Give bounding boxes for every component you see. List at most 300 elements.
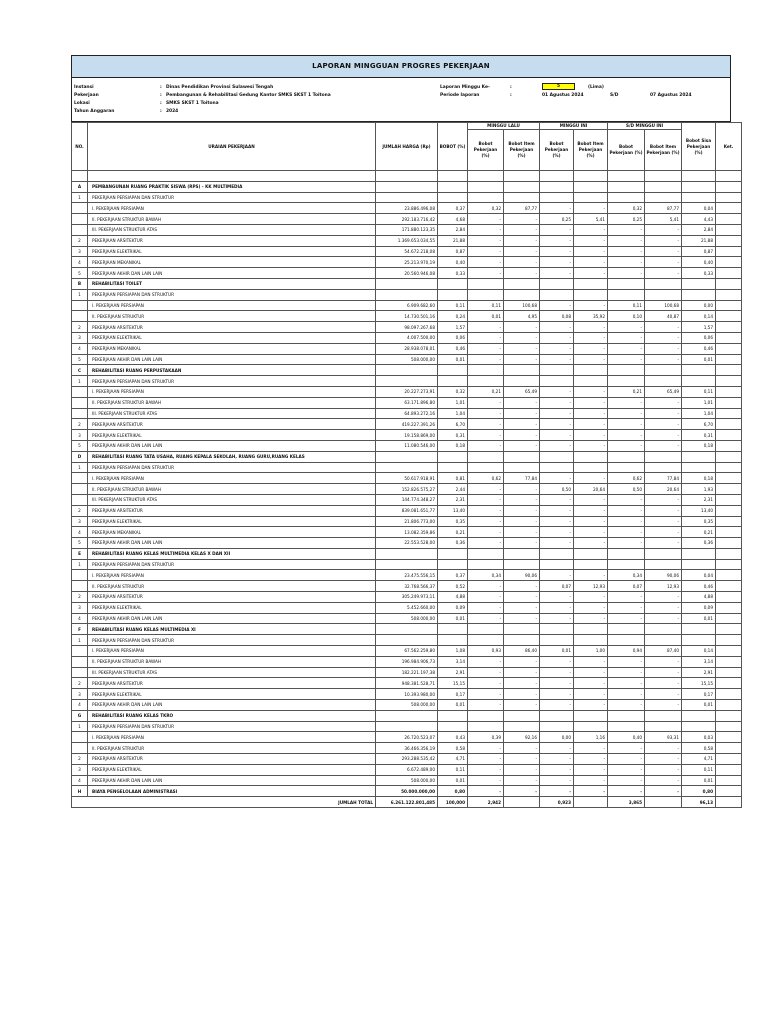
row-e: 0,50 (608, 484, 645, 495)
pekerjaan-value: Pembangunan & Rehabilitasi Gedung Kantor SMKS SKST 1 Toitona (166, 93, 331, 98)
row-e: - (608, 257, 645, 268)
row-g: 1,04 (682, 408, 716, 419)
row-bobot: 1,57 (438, 322, 468, 333)
row-e: - (608, 678, 645, 689)
row-label: PEKERJAAN ARSITEKTUR (88, 754, 376, 765)
row-ket (716, 710, 742, 721)
table-row (72, 646, 742, 657)
row-e: - (608, 656, 645, 667)
instansi-label: Instansi (74, 85, 94, 90)
row-b (504, 635, 540, 646)
row-bobot: 0,46 (438, 343, 468, 354)
header-uraian: URAIAN PEKERJAAN (88, 123, 376, 171)
row-number: G (72, 710, 88, 721)
row-c: - (540, 386, 574, 397)
table-row (72, 505, 742, 516)
row-f: 5,41 (645, 214, 682, 225)
row-ket (716, 376, 742, 387)
row-c (540, 548, 574, 559)
colon: : (160, 85, 162, 90)
table-row (72, 322, 742, 333)
row-a (468, 559, 504, 570)
row-f: 20,64 (645, 484, 682, 495)
row-g (682, 192, 716, 203)
row-harga: 1.369.653.034,55 (376, 235, 438, 246)
row-c: - (540, 613, 574, 624)
row-ket (716, 505, 742, 516)
row-c (540, 721, 574, 732)
row-label: PEKERJAAN PERSIAPAN DAN STRUKTUR (88, 635, 376, 646)
table-row (72, 743, 742, 754)
row-f: - (645, 754, 682, 765)
row-ket (716, 224, 742, 235)
row-d: - (574, 322, 608, 333)
row-a: - (468, 494, 504, 505)
row-bobot: 0,11 (438, 300, 468, 311)
row-c: 0,01 (540, 646, 574, 657)
row-bobot: 0,81 (438, 473, 468, 484)
row-label: PEKERJAAN ARSITEKTUR (88, 592, 376, 603)
row-number: 4 (72, 775, 88, 786)
row-b: - (504, 408, 540, 419)
row-label: II. PEKERJAAN STRUKTUR (88, 581, 376, 592)
section-row (72, 278, 742, 289)
row-a (468, 376, 504, 387)
row-ket (716, 419, 742, 430)
row-harga: 144.774.348,27 (376, 494, 438, 505)
table-row (72, 246, 742, 257)
row-label: REHABILITASI RUANG KELAS TKRO (88, 710, 376, 721)
total-bobot: 100,000 (438, 797, 468, 808)
row-ket (716, 354, 742, 365)
row-ket (716, 527, 742, 538)
row-label: PEKERJAAN PERSIAPAN DAN STRUKTUR (88, 376, 376, 387)
row-f: - (645, 419, 682, 430)
row-harga: 21.806.773,00 (376, 516, 438, 527)
row-e: - (608, 268, 645, 279)
row-ket (716, 268, 742, 279)
row-bobot: 2,31 (438, 494, 468, 505)
header-sd-minggu-ini: S/D MINGGU INI (608, 123, 682, 130)
row-harga: 54.672.218,08 (376, 246, 438, 257)
row-e: - (608, 505, 645, 516)
row-e: 0,32 (608, 203, 645, 214)
row-number: 3 (72, 689, 88, 700)
header-lalu-bobot-pek: Bobot Pekerjaan (%) (468, 130, 504, 171)
row-c: - (540, 527, 574, 538)
row-ket (716, 613, 742, 624)
row-f: - (645, 430, 682, 441)
row-ket (716, 300, 742, 311)
row-bobot: 0,37 (438, 203, 468, 214)
row-g: 0,35 (682, 516, 716, 527)
row-harga (376, 462, 438, 473)
row-d: - (574, 268, 608, 279)
empty-cell (438, 171, 468, 182)
row-bobot: 0,58 (438, 743, 468, 754)
row-number: 1 (72, 721, 88, 732)
row-c: 0,25 (540, 214, 574, 225)
row-c: - (540, 408, 574, 419)
row-e (608, 635, 645, 646)
row-d: - (574, 332, 608, 343)
row-b: - (504, 214, 540, 225)
row-harga: 98.097.267,68 (376, 322, 438, 333)
row-d: 35,92 (574, 311, 608, 322)
row-number: A (72, 181, 88, 192)
row-label: PEKERJAAN MEKANIKAL (88, 343, 376, 354)
row-g: 2,84 (682, 224, 716, 235)
total-empty (574, 797, 608, 808)
row-g: 0,04 (682, 203, 716, 214)
row-g (682, 710, 716, 721)
row-g (682, 181, 716, 192)
row-g (682, 624, 716, 635)
row-label: II. PEKERJAAN STRUKTUR BAWAH (88, 397, 376, 408)
row-label: I. PEKERJAAN PERSIAPAN (88, 473, 376, 484)
row-b: - (504, 322, 540, 333)
row-label: PEKERJAAN AKHIR DAN LAIN LAIN (88, 440, 376, 451)
row-harga: 22.553.528,00 (376, 538, 438, 549)
row-a: - (468, 484, 504, 495)
row-e: 0,34 (608, 570, 645, 581)
row-d (574, 376, 608, 387)
row-ket (716, 602, 742, 613)
row-b: - (504, 516, 540, 527)
row-d: - (574, 538, 608, 549)
row-harga: 64.893.272,16 (376, 408, 438, 419)
row-number: F (72, 624, 88, 635)
row-harga (376, 278, 438, 289)
row-e: - (608, 613, 645, 624)
row-d: - (574, 419, 608, 430)
row-number (72, 408, 88, 419)
row-label: REHABILITASI RUANG PERPUSTAKAAN (88, 365, 376, 376)
total-empty (504, 797, 540, 808)
pekerjaan-label: Pekerjaan (74, 93, 99, 98)
colon: : (510, 85, 512, 90)
row-number (72, 732, 88, 743)
row-g: 0,03 (682, 732, 716, 743)
row-d: - (574, 602, 608, 613)
row-label: III. PEKERJAAN STRUKTUR ATAS (88, 408, 376, 419)
row-g (682, 721, 716, 732)
row-ket (716, 538, 742, 549)
row-b (504, 548, 540, 559)
row-e: 0,11 (608, 300, 645, 311)
row-harga: 26.720.523,07 (376, 732, 438, 743)
row-label: PEKERJAAN ELEKTRIKAL (88, 332, 376, 343)
row-label: I. PEKERJAAN PERSIAPAN (88, 732, 376, 743)
periode-to: 07 Agustus 2024 (650, 93, 692, 98)
row-a: - (468, 775, 504, 786)
row-number: 3 (72, 764, 88, 775)
row-b: - (504, 332, 540, 343)
row-e: - (608, 408, 645, 419)
row-f (645, 548, 682, 559)
row-b (504, 462, 540, 473)
row-c (540, 289, 574, 300)
row-c: - (540, 203, 574, 214)
header-ket: Ket. (716, 123, 742, 171)
row-b (504, 451, 540, 462)
row-g: 0,17 (682, 689, 716, 700)
row-number: 5 (72, 440, 88, 451)
total-lalu: 2,942 (468, 797, 504, 808)
row-bobot: 0,52 (438, 581, 468, 592)
total-ini: 0,923 (540, 797, 574, 808)
row-a: - (468, 408, 504, 419)
table-row (72, 203, 742, 214)
colon: : (160, 93, 162, 98)
row-bobot: 0,43 (438, 732, 468, 743)
row-label: REHABILITASI RUANG KELAS MULTIMEDIA XI (88, 624, 376, 635)
row-g: 0,14 (682, 646, 716, 657)
row-bobot: 0,17 (438, 689, 468, 700)
row-e (608, 710, 645, 721)
row-b: 92,16 (504, 732, 540, 743)
row-g: 6,70 (682, 419, 716, 430)
row-a: - (468, 613, 504, 624)
row-number (72, 581, 88, 592)
total-empty (716, 797, 742, 808)
row-b: - (504, 613, 540, 624)
row-d (574, 181, 608, 192)
row-harga (376, 192, 438, 203)
row-f (645, 559, 682, 570)
row-bobot: 4,68 (438, 214, 468, 225)
row-ket (716, 700, 742, 711)
row-a: - (468, 505, 504, 516)
row-d (574, 624, 608, 635)
row-label: PEKERJAAN PERSIAPAN DAN STRUKTUR (88, 289, 376, 300)
empty-cell (376, 171, 438, 182)
row-number: 1 (72, 635, 88, 646)
row-f: - (645, 397, 682, 408)
row-b: 4,95 (504, 311, 540, 322)
row-a: - (468, 678, 504, 689)
row-number (72, 473, 88, 484)
empty-cell (716, 171, 742, 182)
row-f: - (645, 505, 682, 516)
table-row (72, 656, 742, 667)
row-d: - (574, 246, 608, 257)
row-c: - (540, 322, 574, 333)
row-g: 0,01 (682, 354, 716, 365)
row-d (574, 635, 608, 646)
row-b: - (504, 268, 540, 279)
row-ket (716, 181, 742, 192)
row-g: 0,01 (682, 613, 716, 624)
row-e: 0,07 (608, 581, 645, 592)
row-number: 5 (72, 538, 88, 549)
report-info (71, 81, 731, 122)
row-label: PEMBANGUNAN RUANG PRAKTIK SISWA (RPS) - KK MULTIMEDIA (88, 181, 376, 192)
row-g: 0,36 (682, 538, 716, 549)
row-label: II. PEKERJAAN STRUKTUR BAWAH (88, 484, 376, 495)
row-label: PEKERJAAN AKHIR DAN LAIN LAIN (88, 538, 376, 549)
row-ket (716, 656, 742, 667)
row-harga: 14.730.501,16 (376, 311, 438, 322)
row-a: - (468, 343, 504, 354)
row-d (574, 289, 608, 300)
row-e: 0,10 (608, 311, 645, 322)
row-number: 5 (72, 354, 88, 365)
row-a: 0,39 (468, 732, 504, 743)
row-bobot: 13,40 (438, 505, 468, 516)
table-row (72, 775, 742, 786)
row-label: PEKERJAAN ARSITEKTUR (88, 505, 376, 516)
row-f (645, 376, 682, 387)
row-number: 3 (72, 516, 88, 527)
row-d: - (574, 570, 608, 581)
row-bobot: 0,36 (438, 538, 468, 549)
row-b: - (504, 397, 540, 408)
row-bobot (438, 376, 468, 387)
row-ket (716, 246, 742, 257)
row-bobot: 0,31 (438, 430, 468, 441)
row-c (540, 462, 574, 473)
row-g: 0,09 (682, 602, 716, 613)
row-d: 20,64 (574, 484, 608, 495)
row-g (682, 462, 716, 473)
total-row (72, 797, 742, 808)
row-bobot: 0,01 (438, 700, 468, 711)
row-g: 0,31 (682, 430, 716, 441)
row-number (72, 311, 88, 322)
row-c (540, 635, 574, 646)
row-g: 21,88 (682, 235, 716, 246)
row-a (468, 721, 504, 732)
table-row (72, 764, 742, 775)
row-label: PEKERJAAN ELEKTRIKAL (88, 430, 376, 441)
row-d: 1,00 (574, 646, 608, 657)
row-e: - (608, 775, 645, 786)
row-g (682, 376, 716, 387)
minggu-word: (Lima) (588, 85, 604, 90)
row-d: - (574, 408, 608, 419)
header-ini-bobot-pek: Bobot Pekerjaan (%) (540, 130, 574, 171)
row-e: - (608, 602, 645, 613)
row-g: 0,00 (682, 300, 716, 311)
row-c (540, 192, 574, 203)
row-c: - (540, 516, 574, 527)
row-b: - (504, 235, 540, 246)
row-c (540, 278, 574, 289)
row-c: - (540, 224, 574, 235)
subsection-row (72, 721, 742, 732)
row-ket (716, 214, 742, 225)
row-bobot: 15,15 (438, 678, 468, 689)
row-a: 0,93 (468, 646, 504, 657)
row-number: 3 (72, 602, 88, 613)
row-label: PEKERJAAN PERSIAPAN DAN STRUKTUR (88, 462, 376, 473)
row-c: 0,00 (540, 732, 574, 743)
row-a: - (468, 754, 504, 765)
periode-from: 01 Agustus 2024 (542, 93, 584, 98)
row-e: - (608, 754, 645, 765)
row-e: - (608, 322, 645, 333)
row-ket (716, 570, 742, 581)
row-a: - (468, 246, 504, 257)
row-c: - (540, 538, 574, 549)
row-g: 3,14 (682, 656, 716, 667)
row-ket (716, 743, 742, 754)
row-g: 4,88 (682, 592, 716, 603)
row-label: PEKERJAAN ELEKTRIKAL (88, 516, 376, 527)
row-b (504, 181, 540, 192)
row-g (682, 365, 716, 376)
row-e: 0,40 (608, 732, 645, 743)
table-row (72, 592, 742, 603)
row-d: - (574, 203, 608, 214)
row-e: - (608, 700, 645, 711)
row-label: PEKERJAAN ELEKTRIKAL (88, 602, 376, 613)
row-harga: 171.880.123,35 (376, 224, 438, 235)
row-a: - (468, 354, 504, 365)
row-d: - (574, 775, 608, 786)
empty-cell (72, 171, 88, 182)
row-harga: 508.000,00 (376, 354, 438, 365)
row-b: - (504, 689, 540, 700)
row-c: 0,08 (540, 311, 574, 322)
subsection-row (72, 192, 742, 203)
row-e (608, 181, 645, 192)
row-ket (716, 451, 742, 462)
row-label: PEKERJAAN PERSIAPAN DAN STRUKTUR (88, 721, 376, 732)
header-sd-bobot-item: Bobot Item Pekerjaan (%) (645, 130, 682, 171)
row-e: - (608, 516, 645, 527)
row-e: - (608, 786, 645, 797)
row-g: 13,40 (682, 505, 716, 516)
row-ket (716, 721, 742, 732)
row-number: 2 (72, 678, 88, 689)
table-row (72, 311, 742, 322)
empty-cell (682, 171, 716, 182)
row-e: - (608, 592, 645, 603)
row-label: REHABILITASI RUANG TATA USAHA, RUANG KEPALA SEKOLAH, RUANG GURU,RUANG KELAS (88, 451, 376, 462)
row-f: 90,06 (645, 570, 682, 581)
row-g: 1,57 (682, 322, 716, 333)
row-label: PEKERJAAN AKHIR DAN LAIN LAIN (88, 775, 376, 786)
row-c (540, 181, 574, 192)
row-d (574, 721, 608, 732)
row-label: III. PEKERJAAN STRUKTUR ATAS (88, 224, 376, 235)
row-label: PEKERJAAN ELEKTRIKAL (88, 246, 376, 257)
row-number: B (72, 278, 88, 289)
row-bobot: 1,01 (438, 397, 468, 408)
row-e (608, 192, 645, 203)
row-ket (716, 484, 742, 495)
row-d (574, 548, 608, 559)
row-d: - (574, 300, 608, 311)
row-f: - (645, 224, 682, 235)
row-a: - (468, 214, 504, 225)
table-row (72, 332, 742, 343)
row-bobot: 0,18 (438, 440, 468, 451)
row-d: - (574, 754, 608, 765)
periode-label: Periode laporan (440, 93, 480, 98)
row-a: 0,32 (468, 203, 504, 214)
row-f: 100,68 (645, 300, 682, 311)
row-g (682, 548, 716, 559)
row-bobot (438, 548, 468, 559)
table-row (72, 516, 742, 527)
row-bobot: 4,71 (438, 754, 468, 765)
row-c: - (540, 419, 574, 430)
row-b: - (504, 494, 540, 505)
row-harga: 508.000,00 (376, 775, 438, 786)
